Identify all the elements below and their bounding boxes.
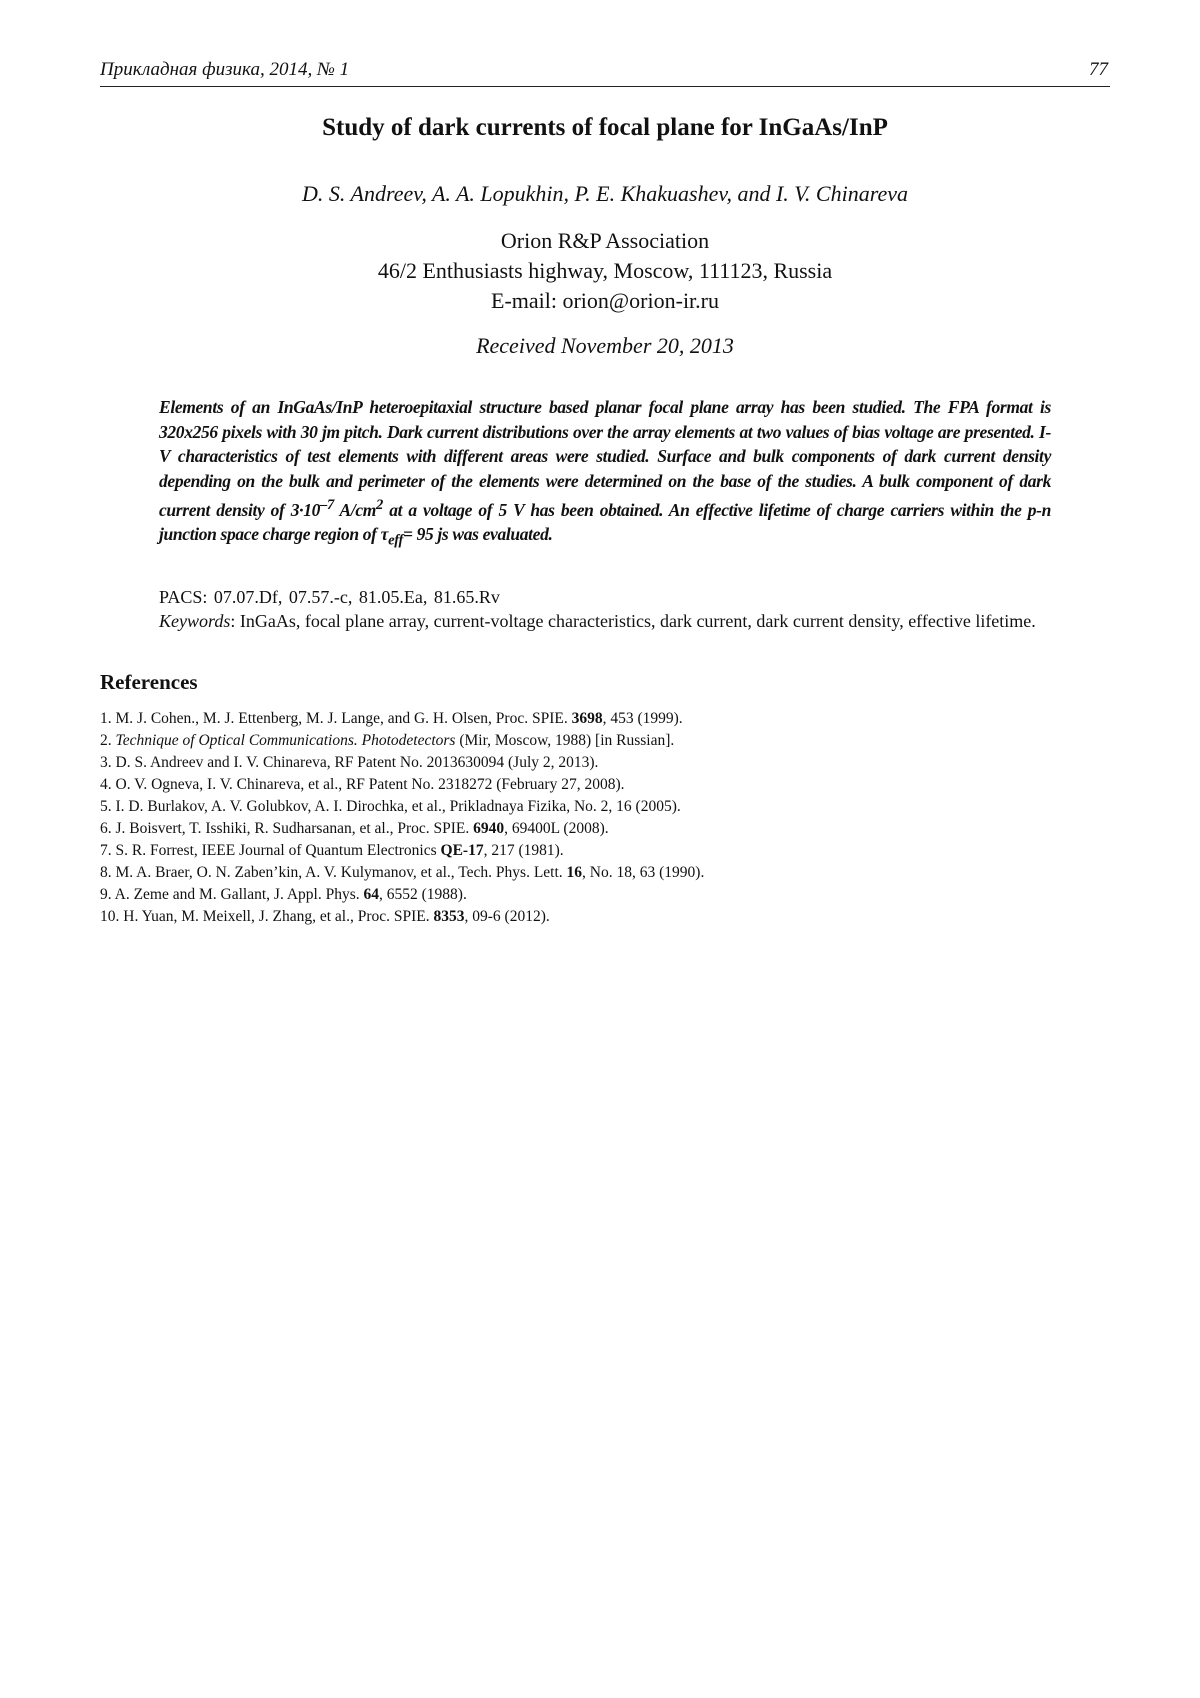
abstract-text-1: Elements of an InGaAs/InP heteroepitaxial structure based planar focal plane array has been studied. The FPA format is 320x256 pixels with 30 jm pitch. Dark current distributions over the array elements at two values of bias voltage are presented. I-V characteristics of test elements with different areas were studied. Surface and bulk components of dark current density depending on the bulk and perimeter of the elements were determined on the base of the studies. A bulk component of dark current density of 3·10 bbox=[159, 397, 1051, 520]
reference-item bbox=[100, 730, 1110, 752]
reference-volume: 64 bbox=[363, 886, 379, 903]
reference-item bbox=[100, 906, 1110, 928]
reference-item: 5. I. D. Burlakov, A. V. Golubkov, A. I. Dirochka, et al., Prikladnaya Fizika, No. 2, 16 (2005). bbox=[100, 798, 681, 815]
contact-email: E-mail: orion@orion-ir.ru bbox=[491, 288, 719, 313]
running-header bbox=[100, 58, 1110, 87]
abstract-text-3: at a voltage of 5 V has been obtained. An effective lifetime of charge carriers within the p-n junction space charge region of τ bbox=[159, 499, 1052, 545]
abstract-unit-power: 2 bbox=[376, 497, 383, 513]
reference-text: 7. S. R. Forrest, IEEE Journal of Quantum Electronics bbox=[100, 842, 441, 859]
journal-name: Прикладная физика, 2014, № 1 bbox=[100, 59, 350, 80]
received-date: Received November 20, 2013 bbox=[476, 333, 734, 358]
reference-text: 1. M. J. Cohen., M. J. Ettenberg, M. J. Lange, and G. H. Olsen, Proc. SPIE. bbox=[100, 710, 572, 727]
reference-item bbox=[100, 708, 1110, 730]
reference-item: 3. D. S. Andreev and I. V. Chinareva, RF Patent No. 2013630094 (July 2, 2013). bbox=[100, 754, 599, 771]
reference-text: , 09-6 (2012). bbox=[464, 908, 550, 925]
pacs-codes: PACS: 07.07.Df, 07.57.-c, 81.05.Ea, 81.65.Rv bbox=[159, 587, 500, 607]
reference-item bbox=[100, 862, 1110, 884]
reference-text: 9. A. Zeme and M. Gallant, J. Appl. Phys. bbox=[100, 886, 364, 903]
abstract-text-4: = 95 js was evaluated. bbox=[402, 524, 553, 545]
reference-text: , 6552 (1988). bbox=[379, 886, 467, 903]
abstract-text-2: A/cm bbox=[333, 499, 377, 520]
reference-text: , No. 18, 63 (1990). bbox=[582, 864, 705, 881]
reference-text: , 453 (1999). bbox=[602, 710, 683, 727]
reference-text: 10. H. Yuan, M. Meixell, J. Zhang, et al., Proc. SPIE. bbox=[100, 908, 434, 925]
reference-volume: QE-17 bbox=[440, 842, 484, 859]
affiliation-block bbox=[100, 226, 1110, 316]
abstract-exponent: –7 bbox=[320, 497, 334, 513]
article-title: Study of dark currents of focal plane for InGaAs/InP bbox=[322, 114, 888, 141]
reference-volume: 6940 bbox=[473, 820, 505, 837]
page-number: 77 bbox=[1089, 59, 1108, 80]
organization-name: Orion R&P Association bbox=[500, 228, 710, 253]
reference-item bbox=[100, 840, 1110, 862]
references-heading: References bbox=[100, 670, 198, 694]
reference-text: , 217 (1981). bbox=[483, 842, 564, 859]
reference-text: (Mir, Moscow, 1988) [in Russian]. bbox=[455, 732, 675, 749]
organization-address: 46/2 Enthusiasts highway, Moscow, 111123, Russia bbox=[377, 258, 833, 283]
reference-text: 2. bbox=[100, 732, 116, 749]
reference-text: , 69400L (2008). bbox=[504, 820, 609, 837]
reference-volume: 3698 bbox=[571, 710, 603, 727]
keywords-text: : InGaAs, focal plane array, current-voltage characteristics, dark current, dark current density, effective lifetime. bbox=[230, 611, 1036, 631]
reference-volume: 16 bbox=[566, 864, 583, 881]
reference-item bbox=[100, 884, 1110, 906]
author-list: D. S. Andreev, A. A. Lopukhin, P. E. Khakuashev, and I. V. Chinareva bbox=[302, 181, 908, 206]
reference-volume: 8353 bbox=[433, 908, 465, 925]
reference-item bbox=[100, 818, 1110, 840]
abstract-subscript: eff bbox=[388, 532, 403, 549]
reference-text: 8. M. A. Braer, O. N. Zaben’kin, A. V. Kulymanov, et al., Tech. Phys. Lett. bbox=[100, 864, 567, 881]
reference-item: 4. O. V. Ogneva, I. V. Chinareva, et al., RF Patent No. 2318272 (February 27, 2008). bbox=[100, 776, 625, 793]
reference-text: 6. J. Boisvert, T. Isshiki, R. Sudharsanan, et al., Proc. SPIE. bbox=[100, 820, 474, 837]
reference-list bbox=[100, 708, 1110, 928]
keywords bbox=[159, 609, 1051, 633]
reference-title: Technique of Optical Communications. Photodetectors bbox=[115, 732, 456, 749]
keywords-label: Keywords bbox=[159, 611, 231, 631]
abstract bbox=[159, 395, 1051, 553]
